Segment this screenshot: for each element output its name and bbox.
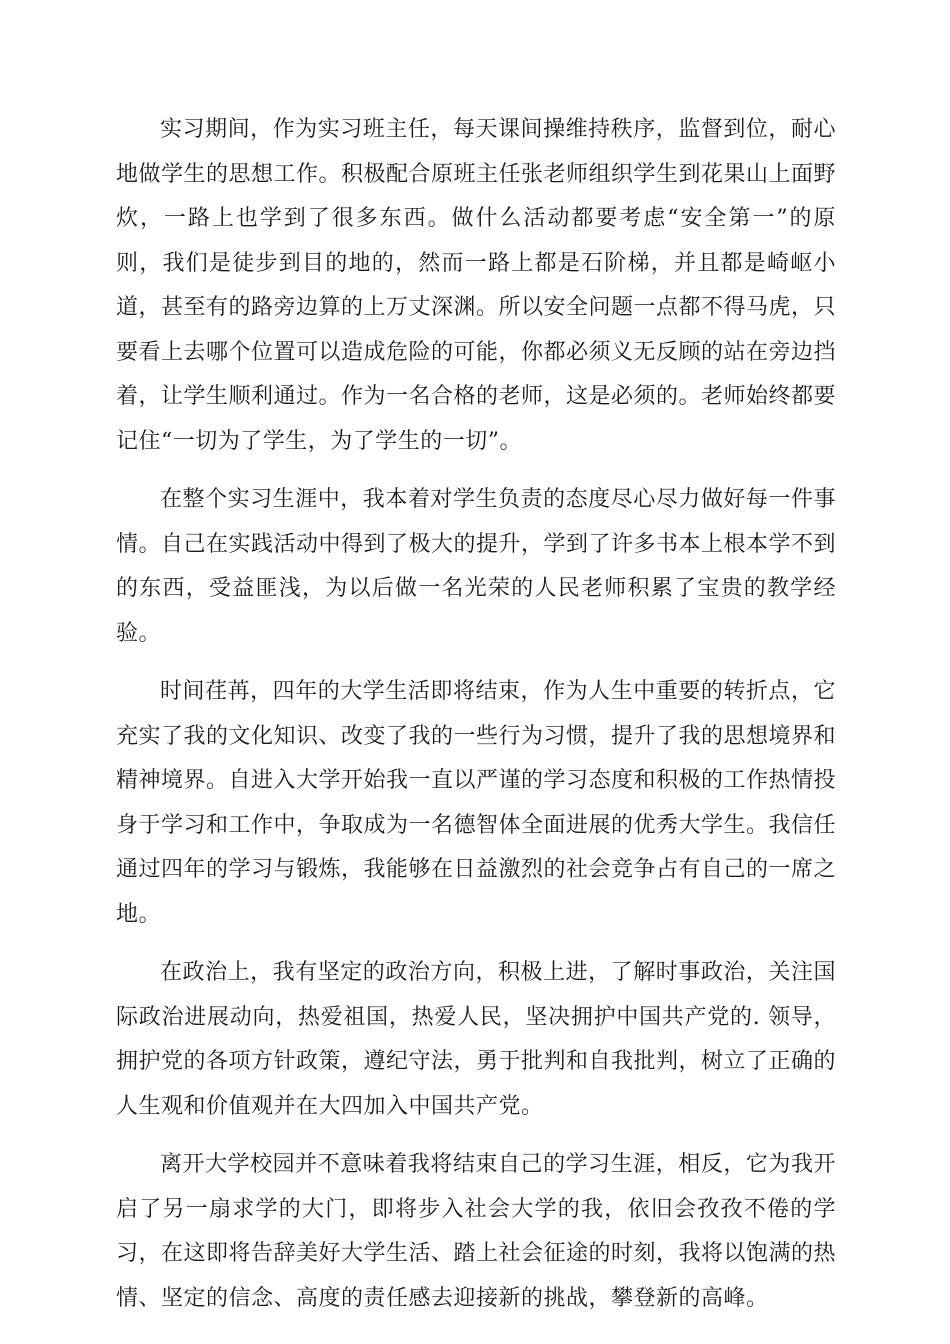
paragraph-future-outlook: 离开大学校园并不意味着我将结束自己的学习生涯，相反，它为我开启了另一扇求学的大门，即将步入社会大学的我，依旧会孜孜不倦的学习，在这即将告辞美好大学生活、踏上社会征途的时刻，我将以饱满的热情、坚定的信念、高度的责任感去迎接新的挑战，攀登新的高峰。 [116, 1152, 837, 1311]
paragraph-university-life: 时间荏苒，四年的大学生活即将结束，作为人生中重要的转折点，它充实了我的文化知识、改变了我的一些行为习惯，提升了我的思想境界和精神境界。自进入大学开始我一直以严谨的学习态度和积极的工作热情投身于学习和工作中，争取成为一名德智体全面进展的优秀大学生。我信任通过四年的学习与锻炼，我能够在日益激烈的社会竞争占有自己的一席之地。 [116, 679, 837, 927]
paragraph-internship-summary: 在整个实习生涯中，我本着对学生负责的态度尽心尽力做好每一件事情。自己在实践活动中得到了极大的提升，学到了许多书本上根本学不到的东西，受益匪浅，为以后做一名光荣的人民老师积累了宝贵的教学经验。 [116, 487, 837, 646]
paragraph-internship-duties: 实习期间，作为实习班主任，每天课间操维持秩序，监督到位，耐心地做学生的思想工作。积极配合原班主任张老师组织学生到花果山上面野炊，一路上也学到了很多东西。做什么活动都要考虑“安全第一”的原则，我们是徒步到目的地的，然而一路上都是石阶梯，并且都是崎岖小道，甚至有的路旁边算的上万丈深渊。所以安全问题一点都不得马虎，只要看上去哪个位置可以造成危险的可能，你都必须义无反顾的站在旁边挡着，让学生顺利通过。作为一名合格的老师，这是必须的。老师始终都要记住“一切为了学生，为了学生的一切”。 [116, 117, 837, 454]
paragraph-political-stance: 在政治上，我有坚定的政治方向，积极上进，了解时事政治，关注国际政治进展动向，热爱祖国，热爱人民，坚决拥护中国共产党的. 领导，拥护党的各项方针政策，遵纪守法，勇于批判和自我批判，树立了正确的人生观和价值观并在大四加入中国共产党。 [116, 960, 837, 1119]
document-body [116, 108, 836, 1335]
